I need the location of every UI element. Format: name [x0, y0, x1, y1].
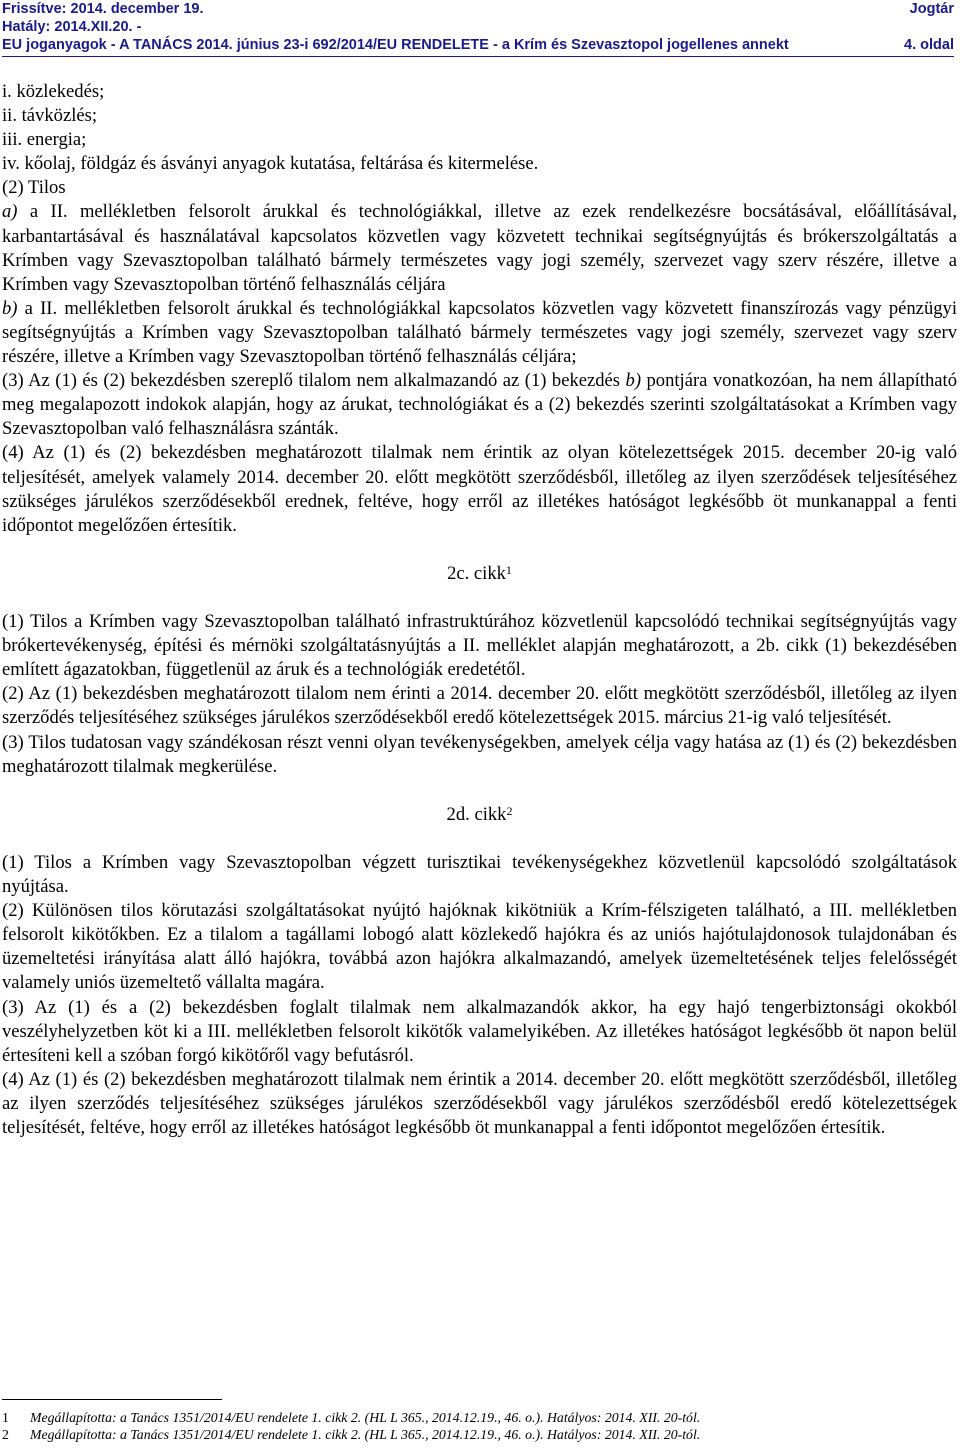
document-title: EU joganyagok - A TANÁCS 2014. június 23-i 692/2014/EU RENDELETE - a Krím és Szevasztopol jogellenes annekt — [2, 37, 789, 53]
list-item: i. közlekedés; — [2, 81, 105, 102]
article-2d-paragraph-4: (4) Az (1) és (2) bekezdésben meghatározott tilalmak nem érintik a 2014. december 20. előtt megkötött szerződésből, illetőleg az ilyen szerződés teljesítéséhez szükséges járulékos szerződésekből vagy járulékos szerződésből eredő kötelezettségek teljesítését, feltéve, hogy erről az illetékes hatóságot legkésőbb öt munkanappal a fenti időpontot megelőzően értesítik. — [2, 1068, 957, 1139]
updated-date: Frissítve: 2014. december 19. — [2, 1, 204, 17]
validity-range: Hatály: 2014.XII.20. - — [2, 19, 142, 35]
paragraph-2a — [2, 200, 957, 296]
list-item: iv. kőolaj, földgáz és ásványi anyagok kutatása, feltárása és kitermelése. — [2, 153, 539, 175]
publisher-name: Jogtár — [909, 1, 954, 17]
spacer — [2, 538, 957, 562]
article-2d-heading: 2d. cikk$^2$ — [446, 803, 513, 825]
paragraph-2b-text: a II. mellékletben felsorolt árukkal és technológiákkal kapcsolatos közvetlen vagy közvetett finanszírozás vagy pénzügyi segítségnyújtás a Krímben vagy Szevasztopolban található bármely természetes vagy jogi személy, szervezet vagy szerv részére, illetve a Krímben vagy Szevasztopolban történő felhasználás céljára; — [2, 297, 957, 368]
header-line-1 — [2, 1, 954, 18]
paragraph-2-heading: (2) Tilos — [2, 177, 66, 199]
spacer — [2, 827, 957, 851]
point-ref-b: b) — [625, 370, 642, 392]
document-body — [2, 80, 957, 1140]
header-divider — [2, 56, 954, 57]
footnote-ref-2[interactable]: 2 — [506, 803, 513, 818]
spacer — [2, 586, 957, 610]
article-2c-paragraph-3: (3) Tilos tudatosan vagy szándékosan részt venni olyan tevékenységekben, amelyek célja vagy hatása az (1) és (2) bekezdésben meghatározott tilalmak megkerülése. — [2, 731, 957, 777]
article-2c-paragraph-2: (2) Az (1) bekezdésben meghatározott tilalom nem érinti a 2014. december 20. előtt megkötött szerződésből, illetőleg az ilyen szerződés teljesítéséhez szükséges járulékos szerződésekből eredő kötelezettségek 2015. március 21-ig való teljesítését. — [2, 683, 957, 729]
paragraph-2a-text: a II. mellékletben felsorolt árukkal és technológiákkal, illetve az ezek rendelkezésre bocsátásával, előállításával, karbantartásával és használatával kapcsolatos közvetlen vagy közvetett technikai segítségnyújtás és brókerszolgáltatás a Krímben vagy Szevasztopolban található bármely természetes vagy jogi személy, szervezet vagy szerv részére, illetve a Krímben vagy Szevasztopolban történő felhasználás céljára — [2, 201, 957, 295]
header-line-3 — [2, 37, 954, 54]
list-item: iii. energia; — [2, 129, 87, 151]
list-item: ii. távközlés; — [2, 105, 98, 127]
footnote-text: Megállapította: a Tanács 1351/2014/EU rendelete 1. cikk 2. (HL L 365., 2014.12.19., 46. o.). Hatályos: 2014. XII. 20-tól. — [30, 1410, 701, 1425]
header-line-2 — [2, 19, 954, 36]
footnote — [2, 1427, 957, 1443]
footnote-divider — [2, 1399, 222, 1400]
footnote-number: 2 — [2, 1427, 9, 1442]
article-2c-paragraph-1: (1) Tilos a Krímben vagy Szevasztopolban található infrastruktúrához közvetlenül kapcsolódó technikai segítségnyújtás vagy brókertevékenység, építési és mérnöki szolgáltatásnyújtás a II. melléklet alapján meghatározott, a 2b. cikk (1) bekezdésében említett ágazatokban, függetlenül az áruk és a technológiák eredetétől. — [2, 611, 957, 681]
footnote — [2, 1410, 957, 1426]
spacer — [2, 779, 957, 803]
article-2c-heading: 2c. cikk$^1$ — [447, 562, 512, 584]
paragraph-2b — [2, 297, 957, 369]
paragraph-3: (3) Az (1) és (2) bekezdésben szereplő tilalom nem alkalmazandó az (1) bekezdés b) pontjára vonatkozóan, ha nem állapítható meg megalapozott indokok alapján, hogy az árukat, technológiákat és a (2) bekezdés szerinti szolgáltatásokat a Krímben vagy Szevasztopolban való felhasználásra szánták. — [2, 370, 957, 440]
point-label-b: b) — [2, 297, 18, 319]
footnote-text: Megállapította: a Tanács 1351/2014/EU rendelete 1. cikk 2. (HL L 365., 2014.12.19., 46. o.). Hatályos: 2014. XII. 20-tól. — [30, 1427, 701, 1442]
page-number: 4. oldal — [904, 37, 954, 53]
footnote-ref-1[interactable]: 1 — [505, 562, 512, 577]
footnote-number: 1 — [2, 1410, 9, 1425]
paragraph-4: (4) Az (1) és (2) bekezdésben meghatározott tilalmak nem érintik az olyan kötelezettségek 2015. december 20-ig való teljesítését, amelyek valamely 2014. december 20. előtt megkötött szerződésből, illetőleg az ilyen szerződések teljesítéséhez szükséges járulékos szerződésekből erednek, feltéve, hogy erről az illetékes hatóságot legkésőbb öt munkanappal a fenti időpontot megelőzően értesítik. — [2, 442, 957, 536]
article-2d-paragraph-2: (2) Különösen tilos körutazási szolgáltatásokat nyújtó hajóknak kikötniük a Krím-félszigeten található, a III. mellékletben felsorolt kikötőkben. Ez a tilalom a tagállami lobogó alatt közlekedő hajókra és az uniós hajótulajdonosok tulajdonában és üzemeltetési irányítása alatt álló hajókra, továbbá azon hajókra alkalmazandó, amelyek üzemeltetésének teljes felelősségét valamely uniós üzemeltető vállalta magára. — [2, 900, 957, 994]
point-label-a: a) — [2, 201, 18, 223]
article-2d-paragraph-1: (1) Tilos a Krímben vagy Szevasztopolban végzett turisztikai tevékenységekhez közvetlenül kapcsolódó szolgáltatások nyújtása. — [2, 852, 957, 898]
article-2d-paragraph-3: (3) Az (1) és a (2) bekezdésben foglalt tilalmak nem alkalmazandók akkor, ha egy hajó tengerbiztonsági okokból veszélyhelyzetben köt ki a III. mellékletben felsorolt kikötők valamelyikében. Az illetékes hatóságot legkésőbb öt napon belül értesíteni kell a szóban forgó kikötőről vagy befutásról. — [2, 996, 957, 1066]
